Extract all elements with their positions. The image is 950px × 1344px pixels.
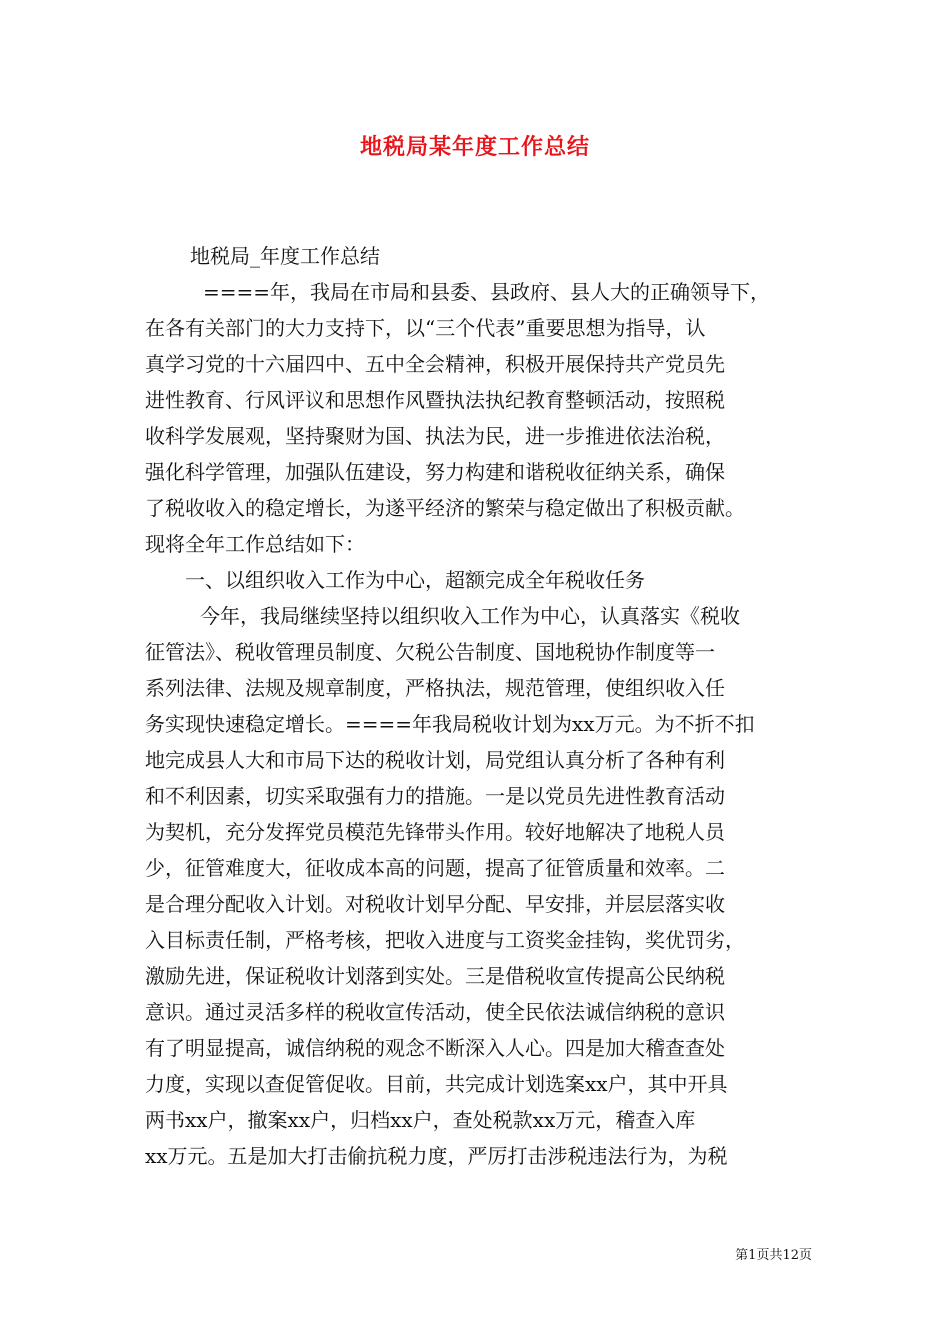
paragraph-line: 和不利因素，切实采取强有力的措施。一是以党员先进性教育活动 <box>145 784 725 808</box>
paragraph-line: 为契机，充分发挥党员模范先锋带头作用。较好地解决了地税人员 <box>145 820 725 844</box>
paragraph-line: 两书xx户，撤案xx户，归档xx户，查处税款xx万元，稽查入库 <box>145 1108 696 1132</box>
paragraph-line: 收科学发展观，坚持聚财为国、执法为民，进一步推进依法治税， <box>145 424 725 448</box>
subtitle-line: 地税局_年度工作总结 <box>190 244 380 268</box>
paragraph-line: xx万元。五是加大打击偷抗税力度，严厉打击涉税违法行为，为税 <box>145 1144 728 1168</box>
paragraph-line: 强化科学管理，加强队伍建设，努力构建和谐税收征纳关系，确保 <box>145 460 725 484</box>
paragraph-line: 有了明显提高，诚信纳税的观念不断深入人心。四是加大稽查查处 <box>145 1036 725 1060</box>
paragraph-line: 少，征管难度大，征收成本高的问题，提高了征管质量和效率。二 <box>145 856 725 880</box>
paragraph-line: 真学习党的十六届四中、五中全会精神，积极开展保持共产党员先 <box>145 352 725 376</box>
paragraph-line: 征管法》、税收管理员制度、欠税公告制度、国地税协作制度等一 <box>145 640 715 664</box>
paragraph-line: 了税收收入的稳定增长，为遂平经济的繁荣与稳定做出了积极贡献。 <box>145 496 745 520</box>
paragraph-line: 进性教育、行风评议和思想作风暨执法执纪教育整顿活动，按照税 <box>145 388 725 412</box>
page-number: 第1页共12页 <box>735 1248 812 1263</box>
document-body <box>145 238 810 1174</box>
paragraph-line: 力度，实现以查促管促收。目前，共完成计划选案xx户，其中开具 <box>145 1072 728 1096</box>
paragraph-line: 地完成县人大和市局下达的税收计划，局党组认真分析了各种有利 <box>145 748 725 772</box>
paragraph-line: 现将全年工作总结如下： <box>145 532 365 556</box>
paragraph-line: 入目标责任制，严格考核，把收入进度与工资奖金挂钩，奖优罚劣， <box>145 928 745 952</box>
paragraph-line: 系列法律、法规及规章制度，严格执法，规范管理，使组织收入任 <box>145 676 725 700</box>
paragraph-line: 激励先进，保证税收计划落到实处。三是借税收宣传提高公民纳税 <box>145 964 725 988</box>
paragraph-line: 是合理分配收入计划。对税收计划早分配、早安排，并层层落实收 <box>145 892 725 916</box>
document-title: 地税局某年度工作总结 <box>359 134 590 160</box>
paragraph-line: 今年，我局继续坚持以组织收入工作为中心，认真落实《税收 <box>200 604 740 628</box>
paragraph-line: 在各有关部门的大力支持下，以“三个代表”重要思想为指导，认 <box>145 316 706 340</box>
paragraph-line: ====年，我局在市局和县委、县政府、县人大的正确领导下， <box>203 280 771 304</box>
section-heading: 一、以组织收入工作为中心，超额完成全年税收任务 <box>185 568 645 592</box>
paragraph-line: 务实现快速稳定增长。====年我局税收计划为xx万元。为不折不扣 <box>145 712 755 736</box>
paragraph-line: 意识。通过灵活多样的税收宣传活动，使全民依法诚信纳税的意识 <box>145 1000 725 1024</box>
